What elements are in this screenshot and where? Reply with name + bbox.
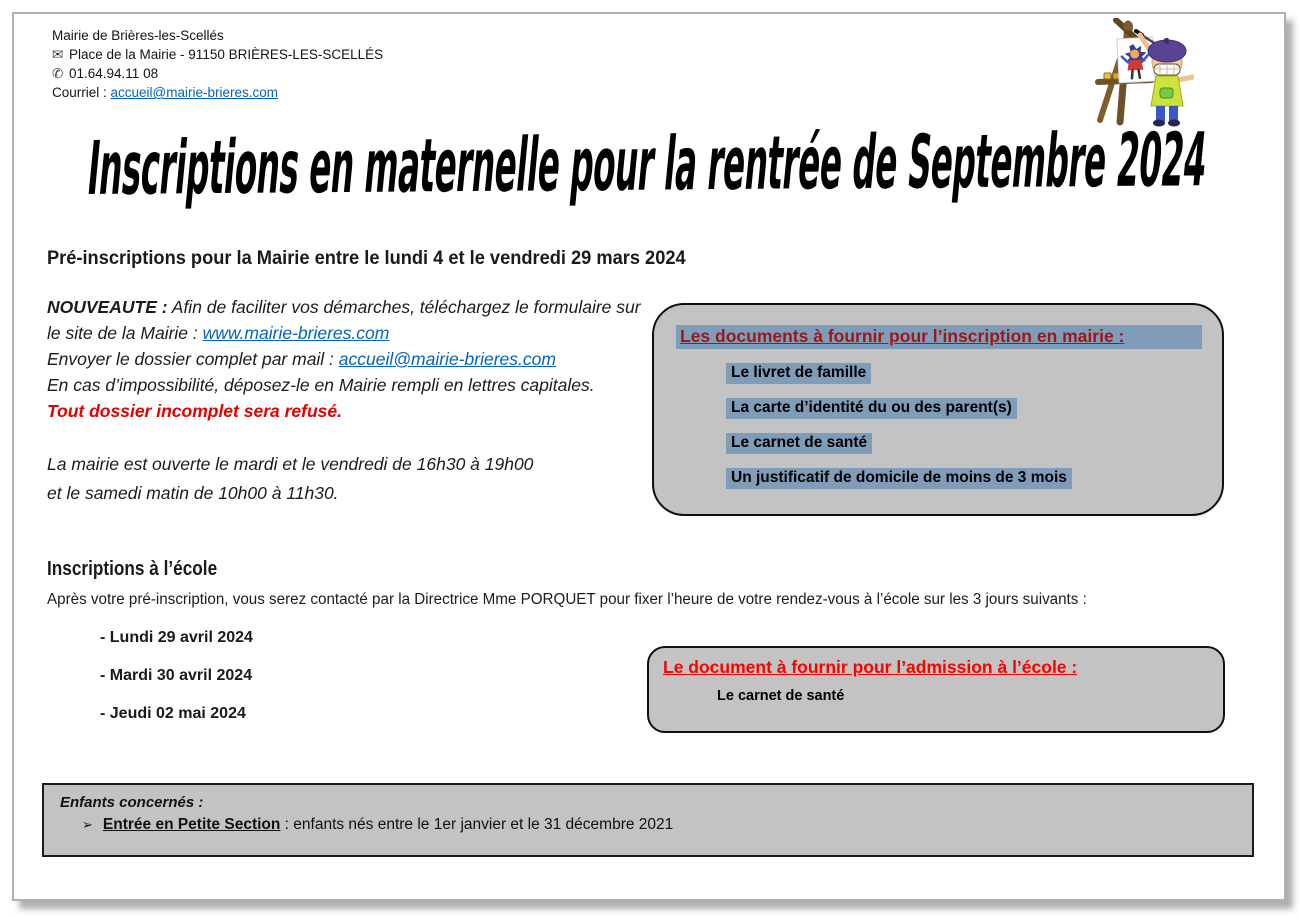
site-link[interactable]: www.mairie-brieres.com — [202, 323, 390, 343]
org-name: Mairie de Brières-les-Scellés — [52, 28, 224, 43]
ecole-heading: Inscriptions à l’école — [47, 558, 218, 580]
page-title: Inscriptions en maternelle pour la rentrée de Septembre 2024 — [83, 117, 1211, 213]
novelty-label: NOUVEAUTE : — [47, 297, 168, 317]
mairie-doc-item: La carte d’identité du ou des parent(s) — [726, 398, 1017, 419]
site-prefix: le site de la Mairie : — [47, 323, 203, 343]
enfants-label: Enfants concernés : — [60, 794, 204, 811]
arrow-bullet-icon: ➢ — [82, 817, 93, 832]
petite-section-label: Entrée en Petite Section — [102, 816, 281, 833]
mail-link[interactable]: accueil@mairie-brieres.com — [338, 349, 556, 369]
preinscription-paragraph — [47, 294, 641, 424]
email-label: Courriel : — [52, 85, 111, 100]
hours-line-2: et le samedi matin de 10h00 à 11h30. — [47, 483, 339, 503]
ecole-document-title: Le document à fournir pour l’admission à l’école : — [663, 657, 1078, 677]
ecole-doc-item: Le carnet de santé — [717, 688, 845, 704]
phone-number: 01.64.94.11 08 — [69, 66, 159, 81]
address-line — [52, 45, 383, 64]
email-line — [52, 83, 383, 102]
fallback-line: En cas d’impossibilité, déposez-le en Mairie rempli en lettres capitales. — [47, 375, 595, 395]
mail-prefix: Envoyer le dossier complet par mail : — [47, 349, 339, 369]
petite-section-detail: : enfants nés entre le 1er janvier et le 31 décembre 2021 — [280, 816, 674, 833]
page-sheet — [12, 12, 1286, 901]
preinscription-heading: Pré-inscriptions pour la Mairie entre le lundi 4 et le vendredi 29 mars 2024 — [47, 248, 686, 269]
enfants-bullet-line — [82, 816, 1236, 834]
envelope-icon: ✉ — [52, 47, 64, 62]
appointment-dates — [100, 627, 253, 741]
header-contact-block — [52, 26, 383, 102]
site-line — [47, 320, 641, 346]
date-item: - Jeudi 02 mai 2024 — [100, 705, 246, 722]
child-painter-illustration — [1090, 18, 1194, 132]
address-text: Place de la Mairie - 91150 BRIÈRES-LES-SCELLÉS — [69, 47, 384, 62]
opening-hours — [47, 450, 533, 508]
novelty-text: Afin de faciliter vos démarches, téléchargez le formulaire sur — [167, 297, 641, 317]
mairie-doc-item: Le livret de famille — [726, 363, 871, 384]
warning-line: Tout dossier incomplet sera refusé. — [47, 401, 342, 421]
mairie-documents-title: Les documents à fournir pour l’inscription en mairie : — [676, 325, 1202, 349]
novelty-line — [47, 294, 641, 320]
ecole-document-box — [647, 646, 1225, 733]
date-item: - Lundi 29 avril 2024 — [100, 629, 253, 646]
hours-line-1: La mairie est ouverte le mardi et le vendredi de 16h30 à 19h00 — [47, 454, 534, 474]
enfants-concernes-box — [42, 783, 1254, 857]
ecole-intro: Après votre pré-inscription, vous serez contacté par la Directrice Mme PORQUET pour fixer l’heure de votre rendez-vous à l’école sur les 3 jours suivants : — [47, 591, 1087, 608]
phone-line — [52, 64, 383, 83]
mairie-documents-box — [652, 303, 1224, 516]
mairie-doc-item: Le carnet de santé — [726, 433, 872, 454]
mail-line — [47, 346, 641, 372]
header-email-link[interactable]: accueil@mairie-brieres.com — [110, 85, 279, 100]
mairie-doc-item: Un justificatif de domicile de moins de 3 mois — [726, 468, 1072, 489]
phone-icon: ✆ — [52, 66, 64, 81]
date-item: - Mardi 30 avril 2024 — [100, 667, 253, 684]
